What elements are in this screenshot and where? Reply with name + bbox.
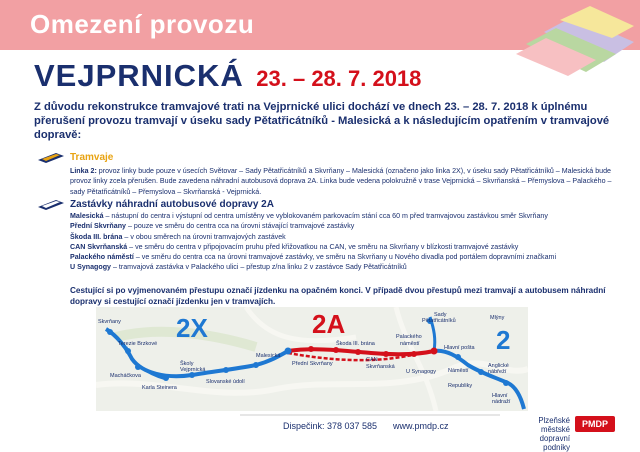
- map-stop: [478, 369, 484, 375]
- bus-stop-item: [70, 232, 615, 242]
- line-label-2: 2: [496, 325, 511, 355]
- tram-line-text: provoz linky bude pouze v úsecích Světovar – Sady Pětatřicátníků a Skvrňany – Malesická (označeno jako linka 2X), v úseku sady Pětatřicátníků – Malesická bude provoz linky zcela přerušen. Bude zavedena náhradní autobusová doprava 2A. Linka bude vedena polokružně v trase Vejprnická – Skvrňanská – Přemyslova – Palackého – sady Pětatřicátníků – Přemyslova – Skvrňanská - Vejprnická.: [70, 167, 612, 196]
- dispatch-phone: Dispečink: 378 037 585: [283, 421, 378, 431]
- stop-label: Republiky: [448, 383, 473, 389]
- map-stop: [253, 362, 259, 368]
- tram-icon: [36, 152, 66, 164]
- bus-stop-text: – ve směru do centra cca na úrovni tramvajové zastávky, ve směru na Skvrňany u Nového divadla pod portálem dopravními značkami: [135, 253, 557, 262]
- street-name: VEJPRNICKÁ: [34, 58, 244, 93]
- bus-stop-item: [70, 242, 615, 252]
- tram-line-label: Linka 2:: [70, 167, 97, 175]
- stop-label: Škoda III. brána: [336, 341, 375, 347]
- bus-stop-item: [70, 211, 615, 221]
- map-stop: [285, 348, 292, 355]
- map-stop: [355, 349, 361, 355]
- route-map: [96, 307, 528, 411]
- map-stop: [223, 367, 229, 373]
- stop-label: Macháčkova: [110, 373, 141, 379]
- stop-label: Slovanské údolí: [206, 379, 245, 385]
- bus-stop-item: [70, 221, 615, 231]
- bus-stop-text: – ve směru do centra v připojovacím pruhu před křižovatkou na CAN, ve směru na Skvrňany v blízkosti tramvajové zastávky: [129, 242, 519, 251]
- map-stop: [431, 348, 438, 355]
- ticket-notice: Cestující si po vyjmenovaném přestupu označí jízdenku na opačném konci. V případě dvou přestupů mezi tramvají a autobusem náhradní dopravy si cestující označí jízdenku jen v tramvajích.: [70, 286, 606, 306]
- company-name: [514, 416, 570, 452]
- stop-label: Anglické: [488, 363, 509, 369]
- bus-stop-item: [70, 252, 615, 262]
- stop-label: nádraží: [492, 399, 511, 405]
- banner-title: Omezení provozu: [30, 9, 255, 39]
- company-line: dopravní podniky: [539, 434, 570, 452]
- pmdp-logo: PMDP: [575, 416, 615, 432]
- stop-label: Školy: [180, 361, 194, 367]
- bus-stop-name: Přední Skvrňany: [70, 222, 126, 231]
- map-stop: [135, 364, 141, 370]
- stop-label: náměstí: [400, 341, 420, 347]
- bus-stop-text: – tramvajová zastávka v Palackého ulici – přestup z/na linku 2 v zastávce Sady Pětatřicátníků: [112, 263, 407, 272]
- tram-illustration: [516, 2, 634, 76]
- stop-label: Malesická: [256, 353, 281, 359]
- stop-label: Karla Steinera: [142, 385, 177, 391]
- bus-section-title: Zastávky náhradní autobusové dopravy 2A: [70, 199, 274, 210]
- stop-label: CAN: [366, 357, 378, 363]
- closure-dates: 23. – 28. 7. 2018: [256, 66, 422, 91]
- company-line: Plzeňské městské: [538, 416, 570, 434]
- map-stop: [333, 347, 339, 353]
- line-label-2a: 2A: [312, 309, 346, 339]
- bus-stop-name: CAN Skvrňanská: [70, 242, 128, 251]
- bus-stop-list: [70, 211, 615, 273]
- stop-label: Hlavní: [492, 393, 508, 399]
- bus-icon: [36, 199, 66, 211]
- stop-label: Hlavní pošta: [444, 345, 475, 351]
- tram-section-title: Tramvaje: [70, 152, 114, 163]
- stop-label: Vejprnická: [180, 367, 206, 373]
- stop-label: Mlýny: [490, 315, 505, 321]
- stop-label: nábřeží: [488, 369, 507, 375]
- bus-stop-text: – v obou směrech na úrovni tramvajových zastávek: [124, 232, 286, 241]
- map-stop: [107, 329, 113, 335]
- bus-stop-name: Škoda III. brána: [70, 232, 123, 241]
- map-stop: [125, 348, 131, 354]
- bus-stop-name: Malesická: [70, 212, 104, 220]
- map-stop: [503, 380, 509, 386]
- footer: [0, 414, 640, 452]
- stop-label: Skvrňany: [98, 319, 121, 325]
- footer-divider: [240, 414, 500, 416]
- line-label-2x: 2X: [176, 313, 208, 343]
- map-stop: [411, 351, 417, 357]
- tram-section-text: [70, 166, 615, 197]
- bus-stop-item: [70, 262, 615, 272]
- bus-stop-name: Palackého náměstí: [70, 253, 134, 262]
- map-stop: [163, 375, 169, 381]
- stop-label: Skvrňanská: [366, 364, 395, 370]
- stop-label: U Synagogy: [406, 369, 436, 375]
- stop-label: Terezie Brzkové: [118, 341, 158, 347]
- headline: [34, 58, 421, 94]
- intro-text: Z důvodu rekonstrukce tramvajové trati na Vejprnické ulici dochází ve dnech 23. – 28. 7. 2018 k úplnému přerušení provozu tramvají v úseku sady Pětatřicátníků - Malesická a k následujícím opatřením v tramvajové dopravě:: [34, 101, 610, 141]
- stop-label: Sady: [434, 312, 447, 318]
- stop-label: Náměstí: [448, 368, 469, 374]
- bus-stop-text: – pouze ve směru do centra cca na úrovni stávající tramvajové zastávky: [127, 222, 355, 231]
- map-stop: [308, 346, 314, 352]
- map-stop: [383, 351, 389, 357]
- stop-label: Palackého: [396, 334, 422, 340]
- website-link[interactable]: www.pmdp.cz: [393, 421, 449, 431]
- map-stop: [455, 354, 461, 360]
- bus-stop-text: – nástupní do centra i výstupní od centra umístěny ve vyblokovaném parkovacím stání cca 60 m před tramvajovou zastávkou směr Skvrňany: [105, 212, 548, 220]
- bus-stop-name: U Synagogy: [70, 263, 111, 272]
- stop-label: Přední Skvrňany: [292, 361, 333, 367]
- stop-label: Pětatřicátníků: [422, 318, 456, 324]
